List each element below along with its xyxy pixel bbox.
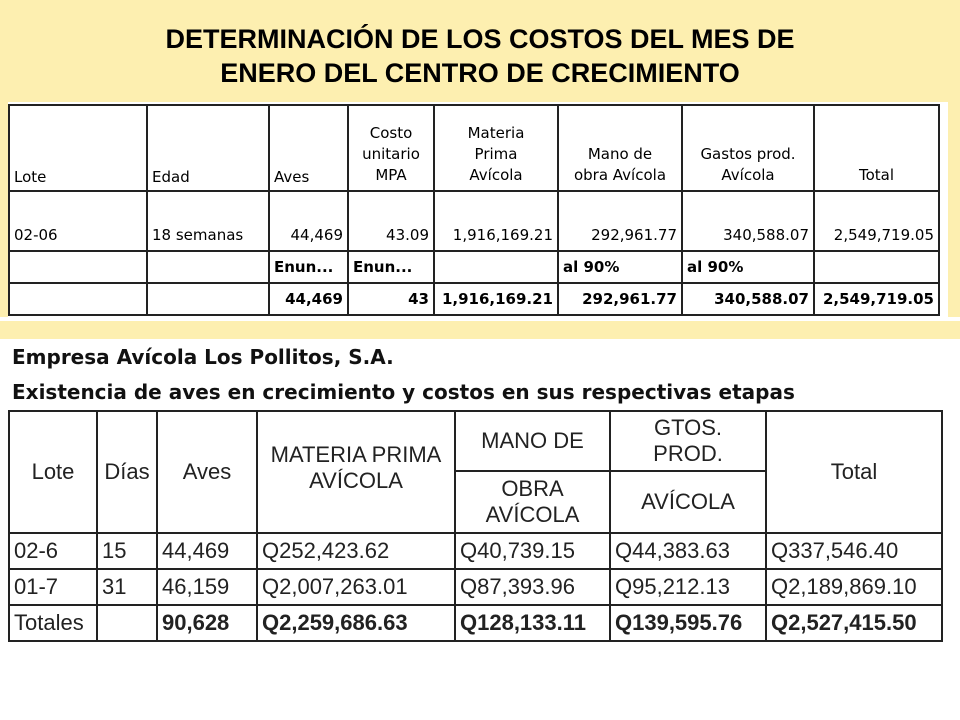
header-gtos-prod: GTOS. PROD. <box>610 411 766 471</box>
cell-aves: 90,628 <box>157 605 257 641</box>
header-obra-avicola: OBRA AVÍCOLA <box>455 471 610 533</box>
cell-dias: 15 <box>97 533 157 569</box>
cell-aves: 46,159 <box>157 569 257 605</box>
cell-mano: Q40,739.15 <box>455 533 610 569</box>
table-header-row <box>9 411 942 471</box>
cell-gastos-note: al 90% <box>682 251 814 283</box>
cell-costo: 43.09 <box>348 191 434 251</box>
cell-dias: 31 <box>97 569 157 605</box>
cell-materia: 1,916,169.21 <box>434 283 558 315</box>
cell-gastos: 340,588.07 <box>682 283 814 315</box>
cell-total: Q2,527,415.50 <box>766 605 942 641</box>
cell-gtos: Q44,383.63 <box>610 533 766 569</box>
header-aves: Aves <box>269 105 348 191</box>
right-strip <box>948 102 960 317</box>
header-mano-de: MANO DE <box>455 411 610 471</box>
cell-total: Q337,546.40 <box>766 533 942 569</box>
cell-materia: Q2,259,686.63 <box>257 605 455 641</box>
cell-aves-note: Enun... <box>269 251 348 283</box>
cell-empty <box>147 283 269 315</box>
header-total: Total <box>766 411 942 533</box>
table-header-row <box>9 105 939 191</box>
cell-gtos: Q139,595.76 <box>610 605 766 641</box>
header-materia-prima: Materia Prima Avícola <box>434 105 558 191</box>
cell-empty <box>9 283 147 315</box>
left-strip <box>0 102 8 317</box>
separator-band <box>0 321 960 339</box>
header-total: Total <box>814 105 939 191</box>
table-row <box>9 251 939 283</box>
cell-materia: 1,916,169.21 <box>434 191 558 251</box>
table-row <box>9 533 942 569</box>
cell-empty <box>434 251 558 283</box>
table-row <box>9 283 939 315</box>
slide-title <box>0 22 960 90</box>
costs-table <box>8 104 940 316</box>
cell-empty <box>9 251 147 283</box>
cell-costo-note: Enun... <box>348 251 434 283</box>
cell-lote: 02-06 <box>9 191 147 251</box>
header-lote: Lote <box>9 105 147 191</box>
cell-materia: Q252,423.62 <box>257 533 455 569</box>
cell-costo: 43 <box>348 283 434 315</box>
header-lote: Lote <box>9 411 97 533</box>
cell-aves: 44,469 <box>269 283 348 315</box>
stock-costs-table <box>8 410 943 642</box>
cell-mano-note: al 90% <box>558 251 682 283</box>
cell-lote: Totales <box>9 605 97 641</box>
cell-mano: Q128,133.11 <box>455 605 610 641</box>
cell-lote: 01-7 <box>9 569 97 605</box>
cell-total: Q2,189,869.10 <box>766 569 942 605</box>
cell-total: 2,549,719.05 <box>814 283 939 315</box>
cell-edad: 18 semanas <box>147 191 269 251</box>
header-avicola: AVÍCOLA <box>610 471 766 533</box>
cell-mano: 292,961.77 <box>558 283 682 315</box>
company-name: Empresa Avícola Los Pollitos, S.A. <box>12 345 394 369</box>
header-materia-prima: MATERIA PRIMA AVÍCOLA <box>257 411 455 533</box>
cell-lote: 02-6 <box>9 533 97 569</box>
header-mano-obra: Mano de obra Avícola <box>558 105 682 191</box>
totals-row <box>9 605 942 641</box>
cell-empty <box>814 251 939 283</box>
cell-gtos: Q95,212.13 <box>610 569 766 605</box>
header-dias: Días <box>97 411 157 533</box>
title-line-1: DETERMINACIÓN DE LOS COSTOS DEL MES DE <box>165 24 795 54</box>
header-costo-unitario: Costo unitario MPA <box>348 105 434 191</box>
title-line-2: ENERO DEL CENTRO DE CRECIMIENTO <box>220 58 740 88</box>
cell-empty <box>147 251 269 283</box>
table-row <box>9 569 942 605</box>
cell-aves: 44,469 <box>157 533 257 569</box>
cell-dias <box>97 605 157 641</box>
header-gastos: Gastos prod. Avícola <box>682 105 814 191</box>
cell-aves: 44,469 <box>269 191 348 251</box>
cell-materia: Q2,007,263.01 <box>257 569 455 605</box>
table-row <box>9 191 939 251</box>
header-aves: Aves <box>157 411 257 533</box>
cell-total: 2,549,719.05 <box>814 191 939 251</box>
cell-gastos: 340,588.07 <box>682 191 814 251</box>
cell-mano: Q87,393.96 <box>455 569 610 605</box>
section-subtitle: Existencia de aves en crecimiento y costos en sus respectivas etapas <box>12 380 795 404</box>
header-edad: Edad <box>147 105 269 191</box>
cell-mano: 292,961.77 <box>558 191 682 251</box>
